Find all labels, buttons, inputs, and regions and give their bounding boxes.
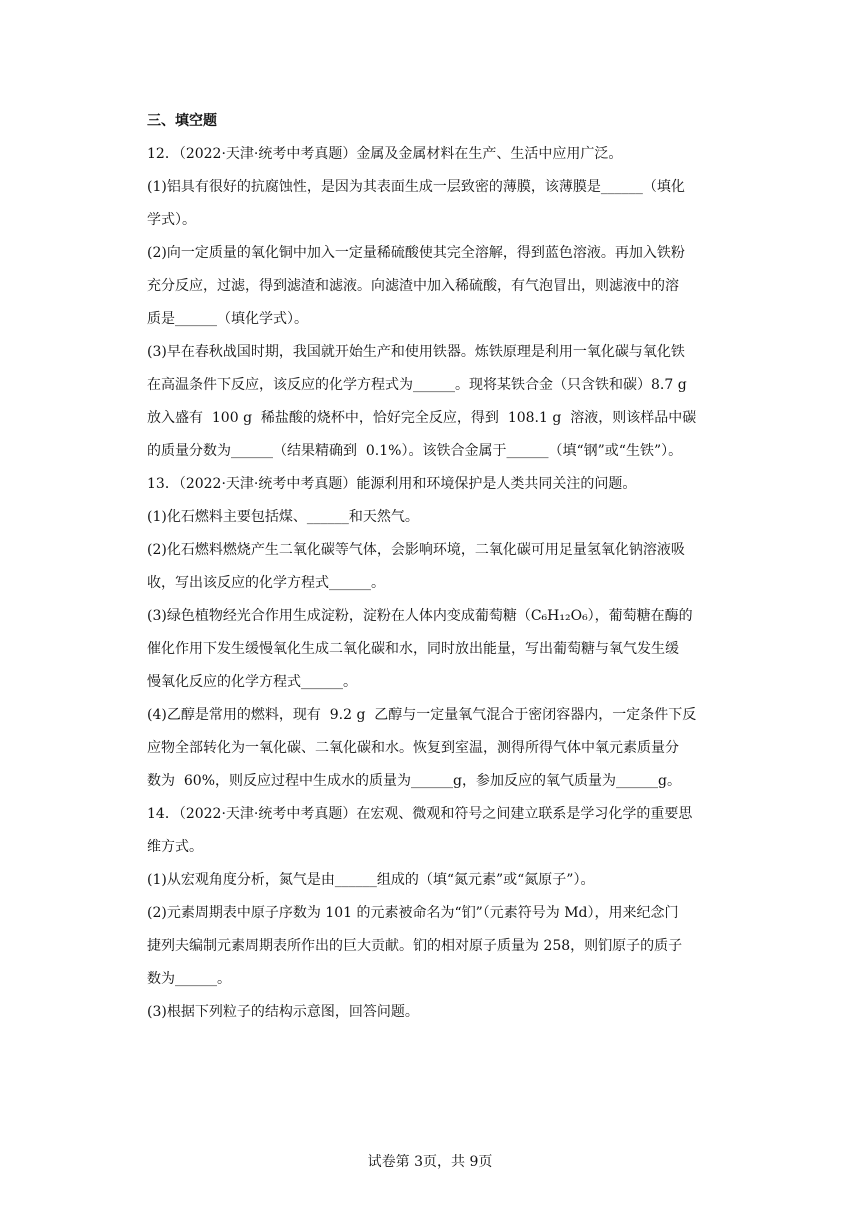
q12-part3-line: (3)早在春秋战国时期，我国就开始生产和使用铁器。炼铁原理是利用一氧化碳与氧化铁 — [147, 344, 685, 360]
q13-part4-line: (4)乙醇是常用的燃料，现有 9.2 g 乙醇与一定量氧气混合于密闭容器内，一定条件下反 — [147, 707, 697, 723]
page-content — [147, 105, 717, 1029]
q12-stem: 12．（2022·天津·统考中考真题）金属及金属材料在生产、生活中应用广泛。 — [147, 146, 623, 162]
q14-stem: 14．（2022·天津·统考中考真题）在宏观、微观和符号之间建立联系是学习化学的重要思 — [147, 806, 693, 822]
q12-part2-line: 充分反应，过滤，得到滤渣和滤液。向滤渣中加入稀硫酸，有气泡冒出，则滤液中的溶 — [147, 278, 679, 294]
q14-part2-line: 捷列夫编制元素周期表所作出的巨大贡献。钔的相对原子质量为 258，则钔原子的质子 — [147, 938, 683, 954]
q14-part2-line: (2)元素周期表中原子序数为 101 的元素被命名为“钔”（元素符号为 Md），用来纪念门 — [147, 905, 679, 921]
q13-part2-line: (2)化石燃料燃烧产生二氧化碳等气体，会影响环境，二氧化碳可用足量氢氧化钠溶液吸 — [147, 542, 685, 558]
q12-part2-line: (2)向一定质量的氧化铜中加入一定量稀硫酸使其完全溶解，得到蓝色溶液。再加入铁粉 — [147, 245, 685, 261]
q14-part2-line: 数为______。 — [147, 971, 231, 987]
q13-stem: 13．（2022·天津·统考中考真题）能源利用和环境保护是人类共同关注的问题。 — [147, 476, 637, 492]
q12-part1-line: (1)铝具有很好的抗腐蚀性，是因为其表面生成一层致密的薄膜，该薄膜是______（填化 — [147, 179, 685, 195]
page-footer: 试卷第 3页，共 9页 — [367, 1154, 493, 1170]
question-lines — [147, 138, 717, 1029]
q13-part4-line: 数为 60%，则反应过程中生成水的质量为______g，参加反应的氧气质量为______g。 — [147, 773, 681, 789]
q13-part3-line: (3)绿色植物经光合作用生成淀粉，淀粉在人体内变成葡萄糖（C₆H₁₂O₆），葡萄糖在酶的 — [147, 608, 693, 624]
q12-part3-line: 在高温条件下反应，该反应的化学方程式为______。现将某铁合金（只含铁和碳）8.7 g — [147, 377, 687, 393]
q14-stem: 维方式。 — [147, 839, 203, 855]
section-title: 三、填空题 — [147, 113, 217, 129]
q13-part2-line: 收，写出该反应的化学方程式______。 — [147, 575, 385, 591]
q12-part3-line: 的质量分数为______（结果精确到 0.1%）。该铁合金属于______（填“钢”或“生铁”）。 — [147, 443, 683, 459]
q13-part3-line: 催化作用下发生缓慢氧化生成二氧化碳和水，同时放出能量，写出葡萄糖与氧气发生缓 — [147, 641, 679, 657]
q13-part3-line: 慢氧化反应的化学方程式______。 — [147, 674, 357, 690]
q13-part4-line: 应物全部转化为一氧化碳、二氧化碳和水。恢复到室温，测得所得气体中氧元素质量分 — [147, 740, 679, 756]
q12-part1-line: 学式）。 — [147, 212, 196, 228]
q12-part2-line: 质是______（填化学式）。 — [147, 311, 308, 327]
q12-part3-line: 放入盛有 100 g 稀盐酸的烧杯中，恰好完全反应，得到 108.1 g 溶液，则该样品中碳 — [147, 410, 697, 426]
q14-part3-line: (3)根据下列粒子的结构示意图，回答问题。 — [147, 1004, 419, 1020]
q13-part1-line: (1)化石燃料主要包括煤、______和天然气。 — [147, 509, 419, 525]
q14-part1-line: (1)从宏观角度分析，氮气是由______组成的（填“氮元素”或“氮原子”）。 — [147, 872, 595, 888]
